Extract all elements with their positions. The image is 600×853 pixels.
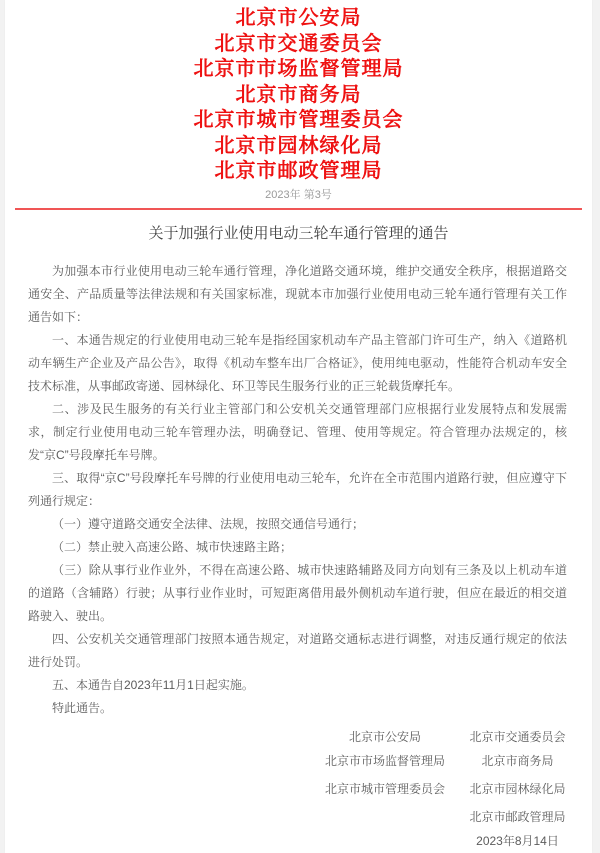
agency-name: 北京市邮政管理局: [214, 160, 383, 182]
paragraph-item-4: 四、公安机关交通管理部门按照本通告规定，对道路交通标志进行调整，对违反通行规定的依法进行处罚。: [28, 631, 567, 669]
agency-name: 北京市公安局: [235, 7, 362, 29]
paragraph-intro: 为加强本市行业使用电动三轮车通行管理，净化道路交通环境，维护交通安全秩序，根据道路交通安全、产品质量等法律法规和有关国家标准，现就本市加强行业使用电动三轮车通行管理有关工作通告如下：: [28, 263, 567, 324]
signature-agency: 北京市邮政管理局: [469, 810, 566, 824]
agency-name: 北京市商务局: [235, 83, 362, 106]
red-divider-line: [15, 208, 582, 210]
paragraph-subitem-1: （一）遵守道路交通安全法律、法规，按照交通信号通行；: [52, 516, 365, 531]
paragraph-subitem-3: （三）除从事行业作业外，不得在高速公路、城市快速路辅路及同方向划有三条及以上机动车道的道路（含辅路）行驶；从事行业作业时，可短距离借用最外侧机动车道行驶，但应在最近的相交道路驶入、驶出。: [28, 562, 567, 623]
signature-block: [5, 725, 592, 853]
paragraph-item-5: 五、本通告自2023年11月1日起实施。: [52, 677, 254, 692]
signature-agency: 北京市市场监督管理局: [325, 754, 446, 768]
agency-name: 北京市交通委员会: [214, 32, 383, 55]
paragraph-item-2: 二、涉及民生服务的有关行业主管部门和公安机关交通管理部门应根据行业发展特点和发展需求，制定行业使用电动三轮车管理办法，明确登记、管理、使用等规定。符合管理办法规定的，核发“京C”号段摩托车号牌。: [28, 401, 567, 462]
issue-number: 2023年 第3号: [265, 188, 332, 201]
agency-name: 北京市园林绿化局: [214, 134, 383, 157]
paragraph-subitem-2: （二）禁止驶入高速公路、城市快速路主路；: [52, 539, 293, 554]
agency-name: 北京市城市管理委员会: [193, 109, 404, 131]
signature-agency: 北京市城市管理委员会: [325, 782, 446, 796]
notice-title: 关于加强行业使用电动三轮车通行管理的通告: [148, 224, 449, 242]
signature-row: [5, 749, 590, 773]
signature-agency: 北京市交通委员会: [469, 730, 566, 744]
signature-row: [5, 725, 590, 749]
signature-date-row: [5, 829, 590, 853]
notice-document: [5, 0, 592, 853]
signature-agency: 北京市公安局: [348, 730, 421, 744]
paragraph-item-3: 三、取得“京C”号段摩托车号牌的行业使用电动三轮车，允许在全市范围内道路行驶，但应遵守下列通行规定：: [28, 470, 567, 508]
signature-agency: 北京市园林绿化局: [469, 782, 566, 796]
notice-body: [5, 245, 592, 720]
signature-date: 2023年8月14日: [476, 834, 559, 848]
paragraph-item-1: 一、本通告规定的行业使用电动三轮车是指经国家机动车产品主管部门许可生产，纳入《道路机动车辆生产企业及产品公告》，取得《机动车整车出厂合格证》，使用纯电驱动，性能符合机动车安全技术标准，从事邮政寄递、园林绿化、环卫等民生服务行业的正三轮载货摩托车。: [28, 332, 567, 393]
signature-row: [5, 777, 590, 801]
issuing-agencies-header: [5, 6, 592, 185]
signature-row: [5, 805, 590, 829]
agency-name: 北京市市场监督管理局: [193, 58, 404, 80]
signature-agency: 北京市商务局: [481, 754, 554, 768]
paragraph-closing: 特此通告。: [52, 700, 113, 715]
